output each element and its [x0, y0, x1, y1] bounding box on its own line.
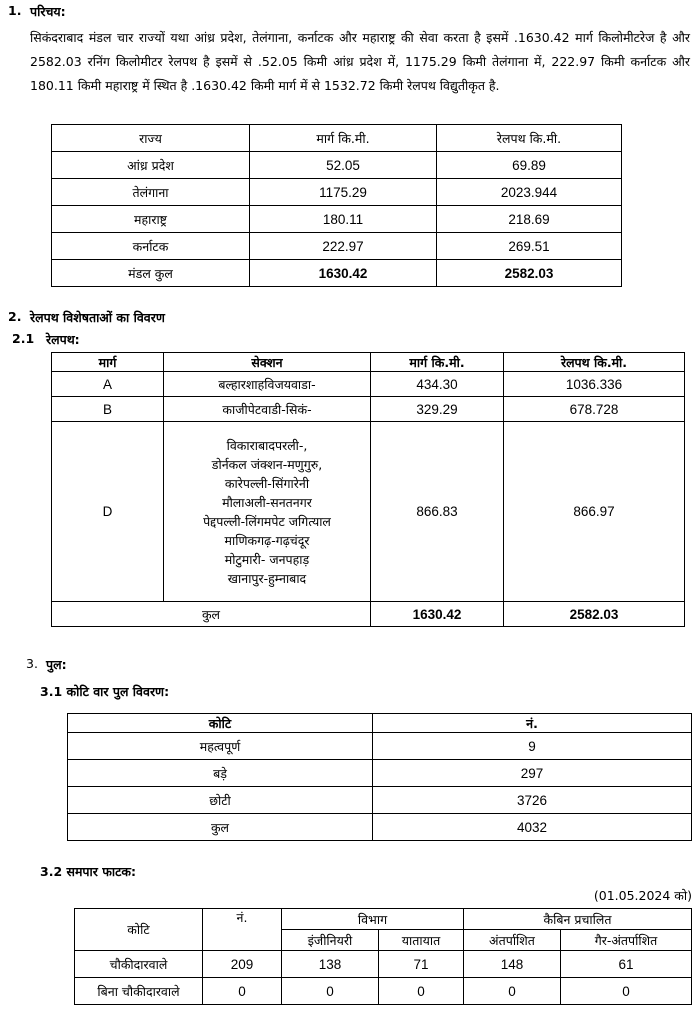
table-cell: 1175.29 — [250, 179, 437, 206]
table-cell: 69.89 — [437, 152, 622, 179]
table-cell: छोटी — [68, 787, 373, 814]
table-cell: 329.29 — [371, 397, 504, 422]
table-cell: 138 — [282, 951, 379, 978]
table-cell: 218.69 — [437, 206, 622, 233]
section-3-heading: पुल: — [46, 657, 67, 672]
table-row — [52, 233, 622, 260]
table-header: अंतर्पाशित — [464, 930, 561, 951]
date-note: (01.05.2024 को) — [593, 888, 692, 903]
bridge-table — [67, 713, 692, 841]
section-2-number: 2. — [8, 309, 22, 324]
table-row — [68, 814, 692, 841]
table-cell: 9 — [373, 733, 692, 760]
table-header: कोटि — [68, 714, 373, 733]
table-row — [52, 372, 685, 397]
table-cell: मंडल कुल — [52, 260, 250, 287]
table-cell: 148 — [464, 951, 561, 978]
table-cell: 297 — [373, 760, 692, 787]
table-row — [52, 422, 685, 602]
section-3-2-heading: 3.2 समपार फाटक: — [40, 864, 136, 879]
table-cell: 180.11 — [250, 206, 437, 233]
table-cell: 2582.03 — [437, 260, 622, 287]
table-cell: 0 — [282, 978, 379, 1005]
table-cell: 1630.42 — [250, 260, 437, 287]
table-cell: कुल — [52, 602, 371, 627]
table-cell: महाराष्ट्र — [52, 206, 250, 233]
section-2-1-heading: रेलपथ: — [46, 332, 80, 347]
table-header: गैर-अंतर्पाशित — [561, 930, 692, 951]
table-cell: 4032 — [373, 814, 692, 841]
table-cell: 52.05 — [250, 152, 437, 179]
table-cell: 61 — [561, 951, 692, 978]
table-cell: 269.51 — [437, 233, 622, 260]
table-cell: 0 — [379, 978, 464, 1005]
table-row — [75, 978, 692, 1005]
level-crossing-table — [74, 908, 692, 1005]
table-cell: 0 — [561, 978, 692, 1005]
table-header: मार्ग कि.मी. — [250, 125, 437, 152]
table-row — [68, 733, 692, 760]
section-name: खानापुर-हुम्नाबाद — [227, 570, 307, 586]
track-section-table — [51, 352, 685, 627]
table-header: इंजीनियरी — [282, 930, 379, 951]
table-cell: 2582.03 — [504, 602, 685, 627]
table-cell: तेलंगाना — [52, 179, 250, 206]
section-1-heading: परिचय: — [30, 4, 66, 19]
table-cell: 866.97 — [504, 422, 685, 602]
table-cell: बिना चौकीदारवाले — [75, 978, 203, 1005]
table-cell: महत्वपूर्ण — [68, 733, 373, 760]
table-cell: 1036.336 — [504, 372, 685, 397]
section-name: मोटुमारी- जनपहाड़ — [224, 551, 310, 567]
section-2-heading: रेलपथ विशेषताओं का विवरण — [30, 310, 165, 325]
table-cell: 3726 — [373, 787, 692, 814]
table-header: सेक्शन — [164, 353, 371, 372]
table-cell: A — [52, 372, 164, 397]
table-cell: 71 — [379, 951, 464, 978]
table-cell: D — [52, 422, 164, 602]
section-name: विकाराबादपरली-, — [226, 437, 308, 453]
table-cell: 1630.42 — [371, 602, 504, 627]
table-cell: आंध्र प्रदेश — [52, 152, 250, 179]
total-row — [52, 602, 685, 627]
table-cell: 209 — [203, 951, 282, 978]
section-name: मौलाअली-सनतनगर — [222, 494, 312, 510]
table-header: कोटि — [75, 909, 203, 951]
table-row — [68, 760, 692, 787]
table-header: रेलपथ कि.मी. — [437, 125, 622, 152]
table-cell: चौकीदारवाले — [75, 951, 203, 978]
table-header: मार्ग कि.मी. — [371, 353, 504, 372]
table-cell: कर्नाटक — [52, 233, 250, 260]
section-name: माणिकगढ़-गढ़चंदूर — [224, 532, 310, 548]
section-name: कारेपल्ली-सिंगारेनी — [224, 475, 310, 491]
table-header: मार्ग — [52, 353, 164, 372]
table-header: विभाग — [282, 909, 464, 930]
table-header: राज्य — [52, 125, 250, 152]
table-row — [52, 206, 622, 233]
section-2-1-number: 2.1 — [12, 331, 35, 346]
table-header: नं. — [373, 714, 692, 733]
section-list-cell — [164, 422, 371, 602]
table-row — [75, 951, 692, 978]
table-cell: 0 — [464, 978, 561, 1005]
table-cell: कुल — [68, 814, 373, 841]
table-cell: 222.97 — [250, 233, 437, 260]
section-name: पेद्दपल्ली-लिंगमपेट जगित्याल — [203, 513, 331, 529]
table-cell: 2023.944 — [437, 179, 622, 206]
table-row — [68, 787, 692, 814]
section-3-1-heading: 3.1 कोटि वार पुल विवरण: — [40, 684, 170, 699]
table-header: कैबिन प्रचालित — [464, 909, 692, 930]
table-row — [52, 397, 685, 422]
intro-paragraph: सिकंदराबाद मंडल चार राज्यों यथा आंध्र प्रदेश, तेलंगाना, कर्नाटक और महाराष्ट्र की सेवा करता है इसमें .1630.42 मार्ग किलोमीटरेज है और 2582.03 रनिंग किलोमीटर रेलपथ है इसमें से .52.05 किमी आंध्र प्रदेश में, 1175.29 किमी तेलंगाना में, 222.97 किमी कर्नाटक और 180.11 किमी महाराष्ट्र में स्थित है .1630.42 किमी मार्ग में से 1532.72 किमी रेलपथ विद्युतीकृत है. — [30, 30, 690, 93]
table-cell: B — [52, 397, 164, 422]
table-header: नं. — [203, 909, 282, 951]
table-cell: काजीपेटवाडी-सिकं- — [164, 397, 371, 422]
table-header: रेलपथ कि.मी. — [504, 353, 685, 372]
total-row — [52, 260, 622, 287]
table-cell: 678.728 — [504, 397, 685, 422]
section-3-number: 3. — [26, 656, 38, 671]
table-cell: 434.30 — [371, 372, 504, 397]
table-row — [52, 152, 622, 179]
table-row — [52, 179, 622, 206]
table-cell: बल्हारशाहविजयवाडा- — [164, 372, 371, 397]
table-cell: 0 — [203, 978, 282, 1005]
state-km-table — [51, 124, 622, 287]
table-header: यातायात — [379, 930, 464, 951]
table-cell: 866.83 — [371, 422, 504, 602]
table-cell: बड़े — [68, 760, 373, 787]
section-1-number: 1. — [8, 3, 22, 18]
section-name: डोर्नकल जंक्शन-मणुगुरु, — [211, 456, 323, 472]
